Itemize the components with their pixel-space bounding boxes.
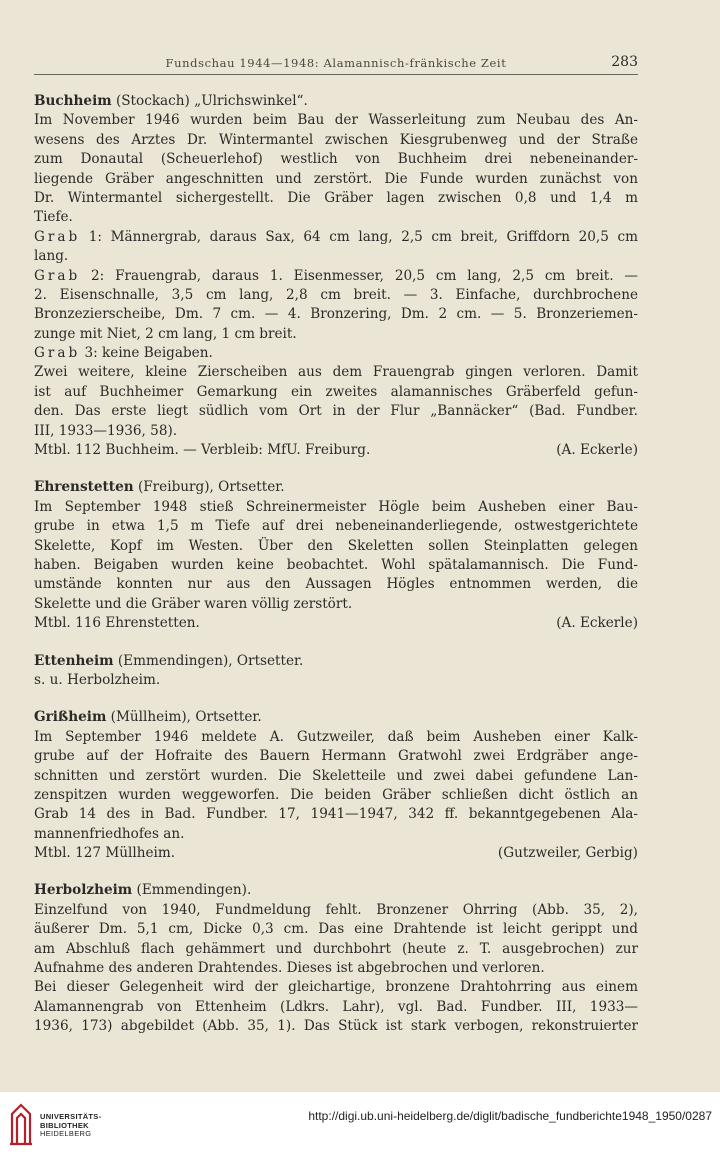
heading-rest: (Freiburg), Ortsetter. bbox=[133, 479, 285, 496]
heading-rest: (Emmendingen). bbox=[132, 882, 252, 899]
entry-ettenheim bbox=[34, 652, 638, 691]
text-line: Im September 1946 meldete A. Gutzweiler, daß beim Ausheben einer Kalk- bbox=[34, 728, 638, 745]
place-name: Herbolzheim bbox=[34, 882, 133, 899]
text-line: zum Donautal (Scheuerlehof) westlich von Buchheim drei nebeneinander- bbox=[34, 151, 638, 168]
text-line: liegende Gräber angeschnitten und zerstört. Die Funde wurden zunächst von bbox=[34, 170, 638, 187]
text-line: Grab 14 des in Bad. Fundber. 17, 1941—1947, 342 ff. bekanntgegebenen Ala- bbox=[34, 806, 638, 823]
university-logo-icon bbox=[8, 1102, 34, 1146]
text-line: 2. Eisenschnalle, 3,5 cm lang, 2,8 cm breit. — 3. Einfache, durchbrochene bbox=[34, 286, 638, 303]
grab-label: Grab bbox=[34, 267, 81, 284]
text-line: lang. bbox=[34, 248, 69, 265]
text-line: haben. Beigaben wurden keine beobachtet. Wohl spätalamannisch. Die Fund- bbox=[34, 556, 638, 573]
place-name: Grißheim bbox=[34, 709, 107, 726]
map-sheet: Mtbl. 112 Buchheim. — Verbleib: MfU. Freiburg. bbox=[34, 442, 371, 459]
author-credit: (A. Eckerle) bbox=[556, 442, 638, 459]
text-line: Skelette, Kopf im Westen. Über den Skeletten sollen Steinplatten gelegen bbox=[34, 537, 638, 554]
footer-bar bbox=[0, 1092, 720, 1156]
credit-line bbox=[34, 614, 638, 633]
credit-line bbox=[34, 441, 638, 460]
text-line: grube auf der Hofraite des Bauern Hermann Gratwohl zwei Erdgräber ange- bbox=[34, 748, 638, 765]
entry-heading bbox=[34, 708, 638, 727]
grab-line: Grab 3: keine Beigaben. bbox=[34, 345, 213, 362]
header-rule bbox=[34, 74, 638, 75]
text-line: III, 1933—1936, 58). bbox=[34, 422, 178, 439]
text-line: wesens des Arztes Dr. Wintermantel zwischen Kiesgrubenweg und der Straße bbox=[34, 131, 638, 148]
text-line: umstände konnten nur aus den Aussagen Högles entnommen werden, die bbox=[34, 576, 638, 593]
text-line: zunge mit Niet, 2 cm lang, 1 cm breit. bbox=[34, 325, 297, 342]
text-line: Aufnahme des anderen Drahtendes. Dieses ist abgebrochen und verloren. bbox=[34, 960, 545, 977]
page-number: 283 bbox=[611, 54, 638, 70]
heading-rest: (Emmendingen), Ortsetter. bbox=[113, 652, 304, 669]
text-line: s. u. Herbolzheim. bbox=[34, 671, 161, 688]
text-line: 1936, 173) abgebildet (Abb. 35, 1). Das Stück ist stark verbogen, rekonstruierter bbox=[34, 1018, 638, 1035]
place-name: Buchheim bbox=[34, 93, 112, 109]
document-body bbox=[34, 92, 638, 1037]
entry-heading bbox=[34, 92, 638, 111]
text-line: ist auf Buchheimer Gemarkung ein zweites alamannisches Gräberfeld gefun- bbox=[34, 383, 638, 400]
place-name: Ettenheim bbox=[34, 652, 114, 669]
text-line: Im November 1946 wurden beim Bau der Wasserleitung zum Neubau des An- bbox=[34, 112, 638, 129]
heading-rest: (Müllheim), Ortsetter. bbox=[106, 709, 262, 726]
running-head bbox=[34, 54, 638, 74]
entry-ehrenstetten bbox=[34, 478, 638, 633]
text-line: äußerer Dm. 5,1 cm, Dicke 0,3 cm. Das eine Drahtende ist leicht gerippt und bbox=[34, 921, 638, 938]
text-line: Bronzezierscheibe, Dm. 7 cm. — 4. Bronzering, Dm. 2 cm. — 5. Bronzeriemen- bbox=[34, 306, 638, 323]
text-line: grube in etwa 1,5 m Tiefe auf drei nebeneinanderliegende, ostwestgerichtete bbox=[34, 518, 638, 535]
credit-line bbox=[34, 844, 638, 863]
grab-line: Grab 2: Frauengrab, daraus 1. Eisenmesser, 20,5 cm lang, 2,5 cm breit. — bbox=[34, 267, 638, 284]
text-line: Dr. Wintermantel sichergestellt. Die Gräber lagen zwischen 0,8 und 1,4 m bbox=[34, 189, 638, 206]
entry-grissheim bbox=[34, 708, 638, 863]
text-line: Skelette und die Gräber waren völlig zerstört. bbox=[34, 595, 353, 612]
entry-heading bbox=[34, 881, 638, 900]
author-credit: (Gutzweiler, Gerbig) bbox=[497, 845, 638, 862]
text-line: schnitten und zerstört wurden. Die Skeletteile und zwei dabei gefundene Lan- bbox=[34, 767, 638, 784]
running-title: Fundschau 1944—1948: Alamannisch-fränkische Zeit bbox=[165, 56, 507, 70]
text-line: mannenfriedhofes an. bbox=[34, 825, 185, 842]
grab-label: Grab bbox=[34, 345, 81, 362]
text-line: Tiefe. bbox=[34, 209, 73, 226]
entry-buchheim bbox=[34, 92, 638, 460]
text-line: zenspitzen wurden weggeworfen. Die beiden Gräber schließen dicht östlich an bbox=[34, 786, 638, 803]
map-sheet: Mtbl. 116 Ehrenstetten. bbox=[34, 615, 200, 632]
author-credit: (A. Eckerle) bbox=[556, 615, 638, 632]
map-sheet: Mtbl. 127 Müllheim. bbox=[34, 845, 176, 862]
text-line: Im September 1948 stieß Schreinermeister Högle beim Ausheben einer Bau- bbox=[34, 498, 638, 515]
text-line: Bei dieser Gelegenheit wird der gleichartige, bronzene Drahtohrring aus einem bbox=[34, 979, 638, 996]
text-line: Einzelfund von 1940, Fundmeldung fehlt. Bronzener Ohrring (Abb. 35, 2), bbox=[34, 901, 638, 918]
text-line: den. Das erste liegt südlich vom Ort in der Flur „Bannäcker“ (Bad. Fundber. bbox=[34, 403, 638, 420]
source-url-link[interactable]: http://digi.ub.uni-heidelberg.de/diglit/badische_fundberichte1948_1950/0287 bbox=[308, 1109, 712, 1123]
text-line: Zwei weitere, kleine Zierscheiben aus dem Frauengrab gingen verloren. Damit bbox=[34, 364, 638, 381]
heading-rest: (Stockach) „Ulrichswinkel“. bbox=[111, 93, 308, 109]
entry-heading bbox=[34, 652, 638, 671]
place-name: Ehrenstetten bbox=[34, 479, 134, 496]
text-line: Alamannengrab von Ettenheim (Ldkrs. Lahr), vgl. Bad. Fundber. III, 1933— bbox=[34, 998, 638, 1015]
grab-label: Grab bbox=[34, 228, 81, 245]
entry-herbolzheim bbox=[34, 881, 638, 1036]
text-line: am Abschluß flach gehämmert und durchbohrt (heute z. T. ausgebrochen) zur bbox=[34, 940, 638, 957]
grab-line: Grab 1: Männergrab, daraus Sax, 64 cm lang, 2,5 cm breit, Griffdorn 20,5 cm bbox=[34, 228, 638, 245]
library-name: UNIVERSITÄTS- BIBLIOTHEK HEIDELBERG bbox=[40, 1112, 102, 1139]
entry-heading bbox=[34, 478, 638, 497]
